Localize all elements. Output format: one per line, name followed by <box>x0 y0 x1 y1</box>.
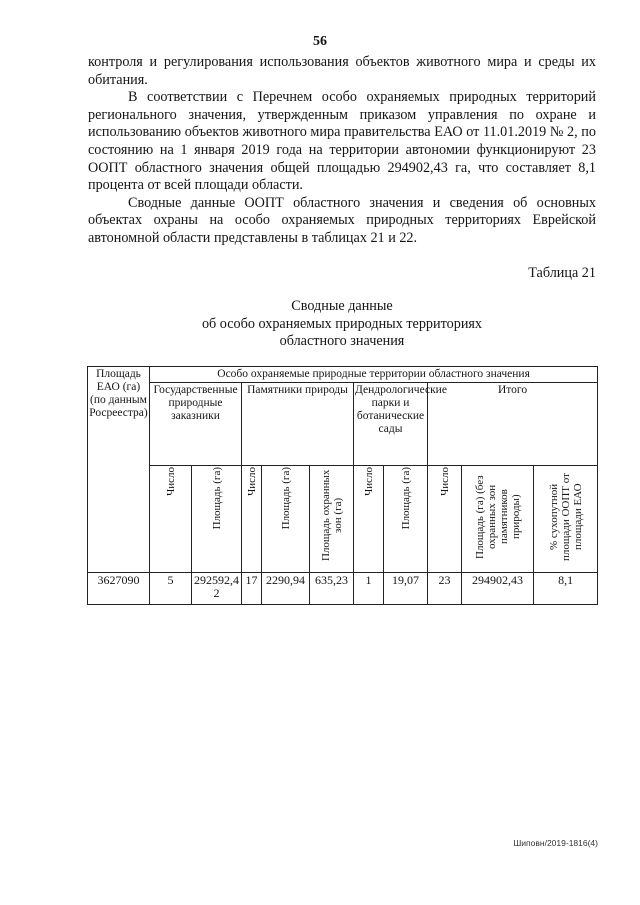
table-header-row-3 <box>88 466 598 573</box>
cell-reserves-area: 292592,42 <box>192 573 242 605</box>
cell-monuments-count: 17 <box>242 573 262 605</box>
header-reserves-count-cell <box>150 466 192 573</box>
cell-monuments-zones: 635,23 <box>310 573 354 605</box>
cell-monuments-area: 2290,94 <box>262 573 310 605</box>
table-header-row-1 <box>88 367 598 383</box>
header-total: Итого <box>428 383 598 466</box>
header-monuments-count: Число <box>245 467 258 496</box>
header-total-count: Число <box>438 467 451 496</box>
header-reserves-area: Площадь (га) <box>210 467 223 530</box>
header-monuments: Памятники природы <box>242 383 354 466</box>
footer-code: Шиповн/2019-1816(4) <box>513 838 598 848</box>
paragraph-1: контроля и регулирования использования объектов животного мира и среды их обитания. <box>88 54 596 88</box>
cell-total-count: 23 <box>428 573 462 605</box>
header-reserves-count: Число <box>164 467 177 496</box>
header-total-percent-cell <box>534 466 598 573</box>
header-area-eao: Площадь ЕАО (га) (по данным Росреестра) <box>88 367 150 573</box>
header-monuments-area: Площадь (га) <box>279 467 292 530</box>
cell-total-percent: 8,1 <box>534 573 598 605</box>
cell-total-area: 294902,43 <box>462 573 534 605</box>
header-reserves: Государственные природные заказники <box>150 383 242 466</box>
header-total-percent: % сухопутной площади ООПТ от площади ЕАО <box>547 473 584 561</box>
table-title-line-3: областного значения <box>279 333 405 349</box>
header-monuments-zones: Площадь охранных зон (га) <box>319 469 344 561</box>
table-title <box>88 298 596 351</box>
header-parks-area-cell <box>384 466 428 573</box>
cell-parks-area: 19,07 <box>384 573 428 605</box>
header-monuments-area-cell <box>262 466 310 573</box>
paragraph-3: Сводные данные ООПТ областного значения и сведения об основных объектах охраны на особо охраняемых природных территориях Еврейской автономной области представлены в таблицах 21 и 22. <box>88 194 596 246</box>
table-header-row-2 <box>88 383 598 466</box>
table-row <box>88 573 598 605</box>
table-title-line-2: об особо охраняемых природных территориях <box>201 315 483 332</box>
header-total-area-cell <box>462 466 534 573</box>
header-monuments-count-cell <box>242 466 262 573</box>
cell-reserves-count: 5 <box>150 573 192 605</box>
header-parks: Дендрологические парки и ботанические сады <box>354 383 428 466</box>
header-oopt: Особо охраняемые природные территории областного значения <box>150 367 598 383</box>
header-total-area: Площадь (га) (без охранных зон памятников природы) <box>473 475 522 559</box>
cell-area-eao: 3627090 <box>88 573 150 605</box>
table-caption: Таблица 21 <box>528 265 596 281</box>
page-number: 56 <box>313 34 327 49</box>
cell-parks-count: 1 <box>354 573 384 605</box>
header-monuments-zones-cell <box>310 466 354 573</box>
header-parks-count: Число <box>362 467 375 496</box>
summary-table <box>87 366 598 605</box>
table-title-line-1: Сводные данные <box>291 298 393 314</box>
body-text <box>88 54 596 248</box>
header-parks-count-cell <box>354 466 384 573</box>
header-parks-area: Площадь (га) <box>399 467 412 530</box>
header-total-count-cell <box>428 466 462 573</box>
paragraph-2: В соответствии с Перечнем особо охраняемых природных территорий регионального значения, утвержденным приказом управления по охране и использованию объектов животного мира правительства ЕАО от 11.01.2019 № 2, по состоянию на 1 января 2019 года на территории автономии функционируют 23 ООПТ областного значения общей площадью 294902,43 га, что составляет 8,1 процента от всей площади области. <box>88 89 596 194</box>
header-reserves-area-cell <box>192 466 242 573</box>
